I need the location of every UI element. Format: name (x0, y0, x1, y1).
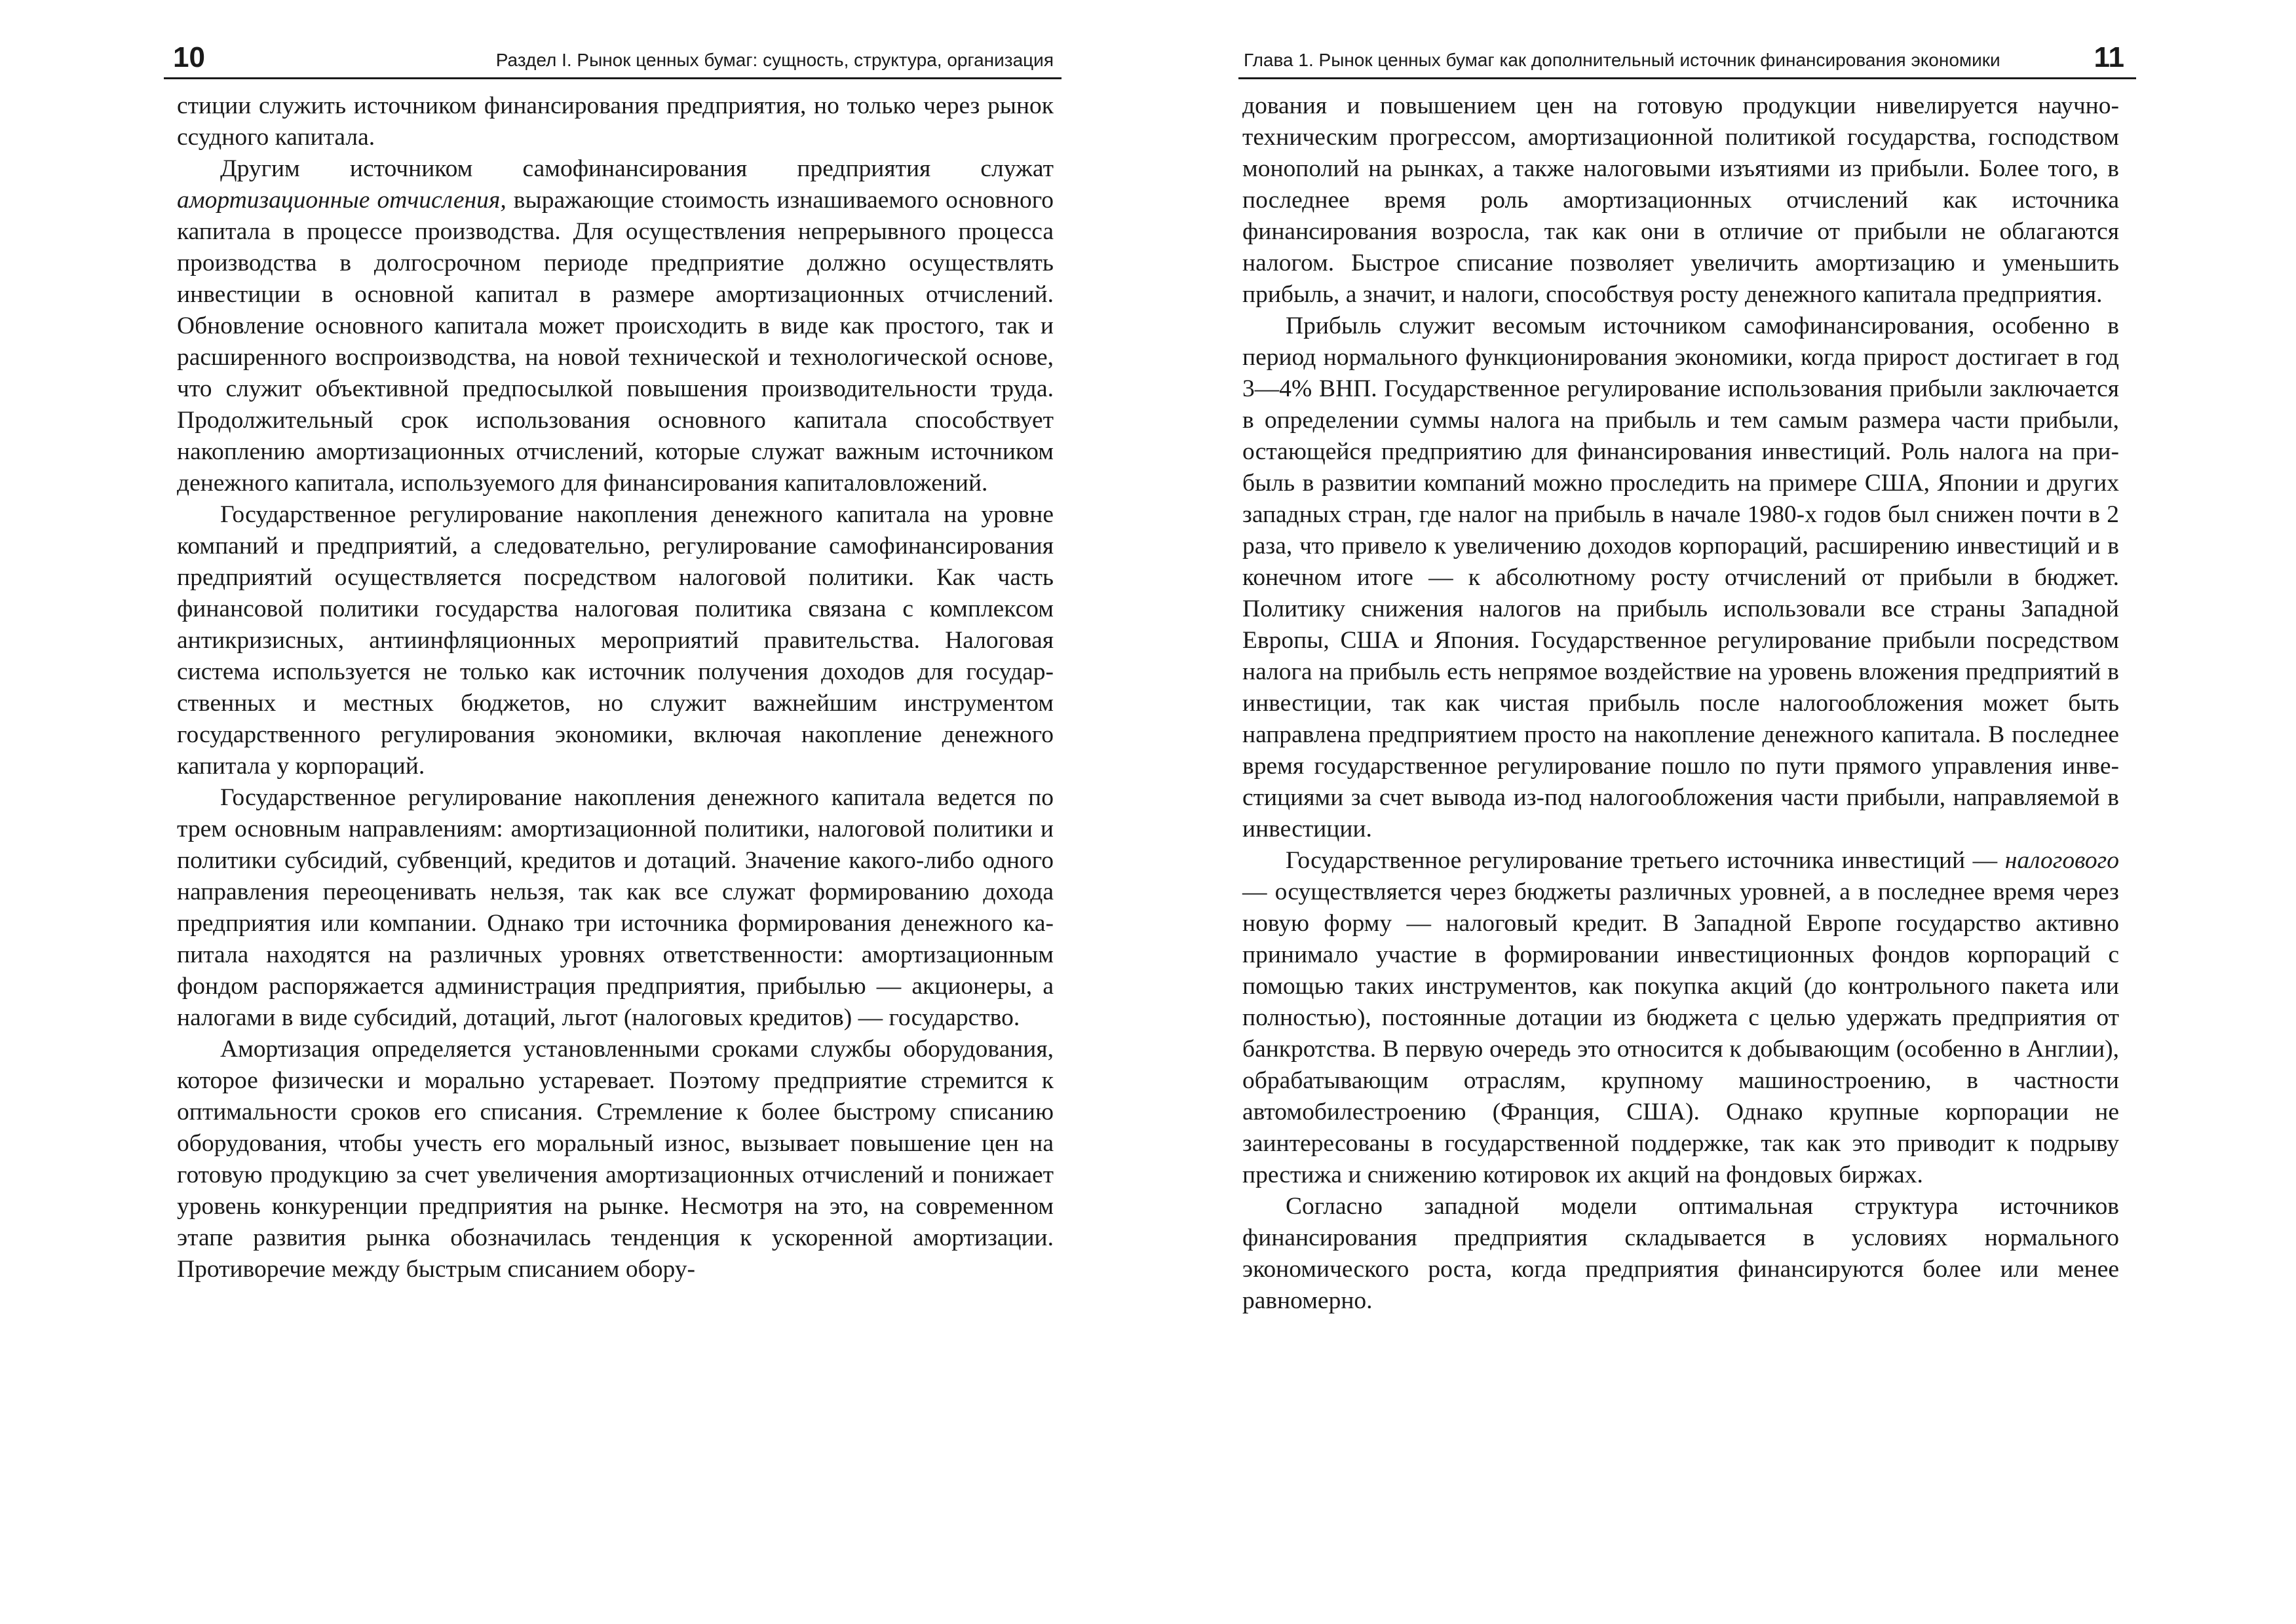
text-run: Государственное регулирование накопления денежного капитала ведется по трем основным направлениям: амортизационной политики, налоговой политики и политики субсидий, субвенций, кредитов и дотаций. Значение какого-либо одного направления переоценивать нельзя, так как все служат формированию дохода предприятия или компании. Однако три источника формирования денежного капитала находятся на различных уровнях ответственности: амортизационным фондом распоряжается администрация предприятия, прибылью — акционеры, а налогами в виде субсидий, дотаций, льгот (налоговых кредитов) — государство. (177, 784, 1054, 1031)
paragraph (177, 499, 1054, 782)
paragraph (1242, 845, 2119, 1191)
right-page-number: 11 (2094, 41, 2124, 73)
text-run: выражающие стоимость изнашиваемого основного капитала в процессе производства. Для осуществления непрерывного процесса производства в долгосрочном периоде предприятие должно осуществлять инвестиции в основной капитал в размере амортизационных отчислений. Обновление основного капитала может происходить в виде как простого, так и расширенного воспроизводства, на новой технической и технологической основе, что служит объективной предпосылкой повышения производительности труда. Продолжительный срок использования основного капитала способствует накоплению амортизационных отчислений, которые служат важным источником денежного капитала, используемого для финансирования капиталовложений. (177, 187, 1054, 497)
text-run: Прибыль служит весомым источником самофинансирования, особенно в период нормального функционирования экономики, когда прирост достигает в год 3—4% ВНП. Государственное регулирование использования прибыли заключается в определении суммы налога на прибыль и тем самым размера части прибыли, остающейся предприятию для финансирования инвестиций. Роль налога на прибыль в развитии компаний можно проследить на примере США, Японии и других западных стран, где налог на прибыль в начале 1980-х годов был снижен почти в 2 раза, что привело к увеличению доходов корпораций, расширению инвестиций и в конечном итоге — к абсолютному росту отчислений от прибыли в бюджет. Политику снижения налогов на прибыль использовали все страны Западной Европы, США и Япония. Государственное регулирование прибыли посредством налога на прибыль есть непрямое воздействие на уровень вложения предприятий в инвестиции, так как чистая прибыль после налогообложения может быть направлена предприятием просто на накопление денежного капитала. В последнее время государственное регулирование пошло по пути прямого управления инвестициями за счет вывода из-под налогообложения части прибыли, направляемой в инвестиции. (1242, 312, 2119, 842)
paragraph (1242, 90, 2119, 311)
right-body-text (1242, 90, 2119, 1317)
right-page (1238, 0, 2136, 1624)
text-run: Другим источником самофинансирования предприятия служат (220, 155, 1054, 182)
left-running-title: Раздел I. Рынок ценных бумаг: сущность, структура, организация (495, 50, 1054, 70)
paragraph (177, 90, 1054, 153)
text-run: стиции служить источником финансирования предприятия, но только через рынок ссудного капитала. (177, 92, 1054, 151)
text-run: дования и повышением цен на готовую продукции нивелируется научно-техническим прогрессом, амортизационной политикой государства, господством монополий на рынках, а также налоговыми изъятиями из прибыли. Более того, в последнее время роль амортизационных отчислений как источника финансирования возросла, так как они в отличие от прибыли не облагаются налогом. Быстрое списание позволяет увеличить амортизацию и уменьшить прибыль, а значит, и налоги, способствуя росту денежного капитала предприятия. (1242, 92, 2119, 308)
text-run: Согласно западной модели оптимальная структура источников финансирования предприятия складывается в условиях нормального экономического роста, когда предприятия финансируются более или менее равномерно. (1242, 1193, 2119, 1314)
left-page (164, 0, 1062, 1624)
text-run: Амортизация определяется установленными сроками службы оборудования, которое физически и морально устаревает. Поэтому предприятие стремится к оптимальности сроков его списания. Стремление к более быстрому списанию оборудования, чтобы учесть его моральный износ, вызывает повышение цен на готовую продукцию за счет увеличения амортизационных отчислений и понижает уровень конкуренции предприятия на рынке. Несмотря на это, на современном этапе развития рынка обозначилась тенденция к ускоренной амортизации. Противоречие между быстрым списанием обору- (177, 1036, 1054, 1283)
paragraph (177, 1034, 1054, 1285)
italic-term: амортизационные отчисления, (177, 187, 507, 214)
paragraph (177, 153, 1054, 499)
left-body-text (177, 90, 1054, 1285)
right-running-head (1238, 34, 2136, 79)
text-run: — осуществляется через бюджеты различных уровней, а в последнее время через новую форму — налоговый кредит. В Западной Европе государство активно принимало участие в формировании инвестиционных фондов корпораций с помощью таких инструментов, как покупка акций (до контрольного пакета или полностью), постоянные дотации из бюджета с целью удержать предприятия от банкротства. В первую очередь это относится к добывающим (особенно в Англии), обрабатывающим отраслям, крупному машиностроению, в частности автомобилестроению (Франция, США). Однако крупные корпорации не заинтересованы в государственной поддержке, так как это приводит к подрыву престижа и снижению котировок их акций на фондовых биржах. (1242, 878, 2119, 1188)
paragraph (1242, 311, 2119, 845)
paragraph (1242, 1191, 2119, 1317)
paragraph (177, 782, 1054, 1034)
left-running-head (164, 34, 1062, 79)
italic-term: налогового (2004, 847, 2119, 874)
right-running-title: Глава 1. Рынок ценных бумаг как дополнительный источник финансирования экономики (1244, 50, 2000, 70)
text-run: Государственное регулирование накопления денежного капитала на уровне компаний и предприятий, а следовательно, регулирование самофинансирования предприятий осуществляется посредством налоговой политики. Как часть финансовой политики государства налоговая политика связана с комплексом антикризисных, антиинфляционных мероприятий правительства. Налоговая система используется не только как источник получения доходов для государственных и местных бюджетов, но служит важнейшим инструментом государственного регулирования экономики, включая накопление денежного капитала у корпораций. (177, 501, 1054, 780)
text-run: Государственное регулирование третьего источника инвестиций — (1286, 847, 2005, 874)
left-page-number: 10 (173, 41, 205, 73)
